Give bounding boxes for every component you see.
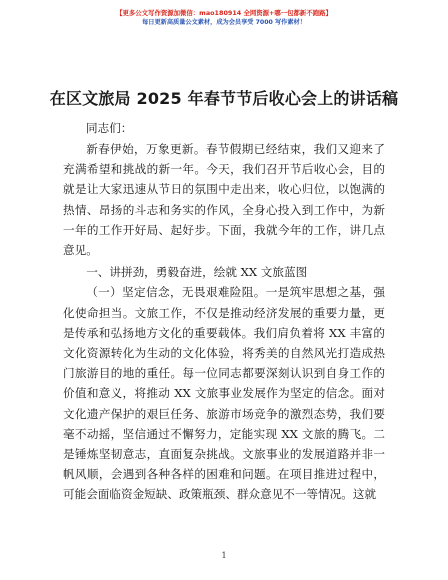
document-body xyxy=(63,139,385,505)
promo-banner-line-2: 每日更新高质量公文素材，成为会员享受 7000 写作素材！ xyxy=(142,19,306,26)
paragraph-section-1-1: （一）坚定信念，无畏艰难险阻。一是筑牢思想之基，强化使命担当。文旅工作，不仅是推动经济发展的重要力量，更是传承和弘扬地方文化的重要载体。我们肩负着将 XX 丰富的文化资源转化为生动的文化体验，将秀美的自然风光打造成热门旅游目的地的重任。每一位同志都要深刻认识到自身工作的价值和意义，将推动 XX 文旅事业发展作为坚定的信念。面对文化遗产保护的艰巨任务、旅游市场竞争的激烈态势，我们要毫不动摇，坚信通过不懈努力，定能实现 XX 文旅的腾飞。二是锤炼坚韧意志，直面复杂挑战。文旅事业的发展道路并非一帆风顺，会遇到各种各样的困难和问题。在项目推进过程中，可能会面临资金短缺、政策瓶颈、群众意见不一等情况。这就 xyxy=(63,285,385,502)
paragraph-opening: 新春伊始，万象更新。春节假期已经结束，我们又迎来了充满希望和挑战的新一年。今天，我们召开节后收心会，目的就是让大家迅速从节日的氛围中走出来，收心归位，以饱满的热情、昂扬的斗志和务实的作风，全身心投入到工作中，为新一年的工作开好局、起好步。下面，我就今年的工作，讲几点意见。 xyxy=(63,142,385,258)
section-heading-1: 一、讲拼劲，勇毅奋进，绘就 XX 文旅蓝图 xyxy=(86,265,308,280)
salutation: 同志们： xyxy=(86,121,133,135)
promo-banner xyxy=(0,8,448,28)
promo-banner-line-1: 【更多公文写作资源加微信：mao180914 全网资源+哪一包都新不跑路】 xyxy=(116,9,332,17)
document-title: 在区文旅局 2025 年春节节后收心会上的讲话稿 xyxy=(49,89,399,108)
page-number: 1 xyxy=(221,551,227,560)
